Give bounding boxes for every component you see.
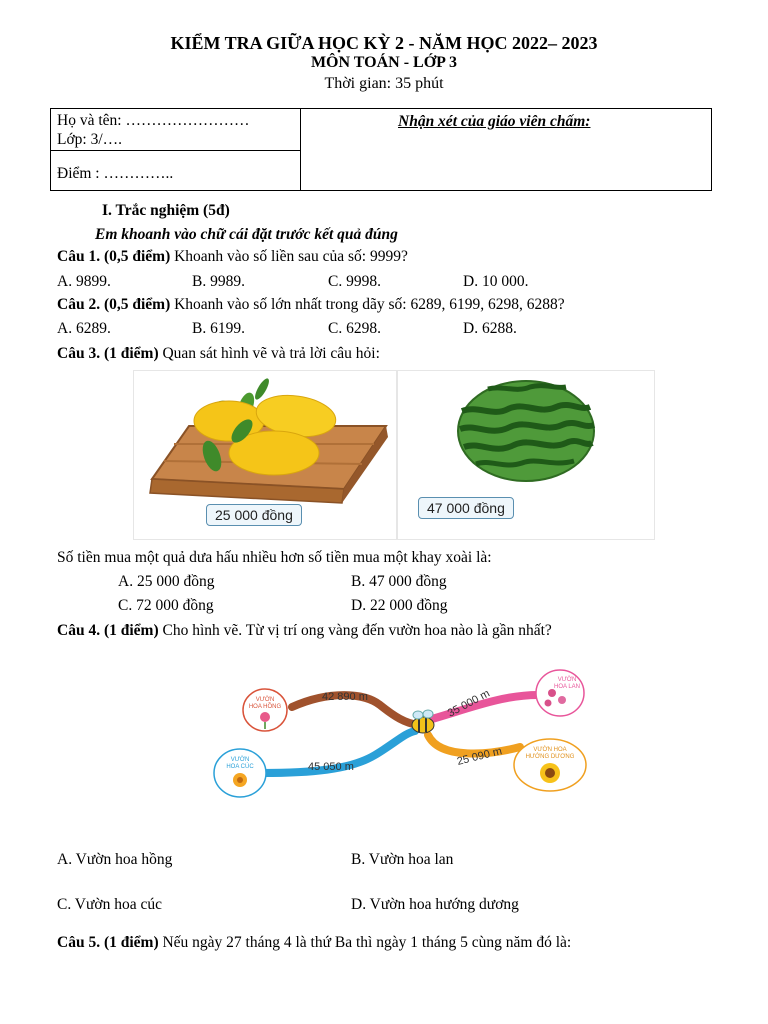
question-1-text: Khoanh vào số liền sau của số: 9999? [170, 248, 408, 265]
rose-garden-label-1: VƯỜN [255, 697, 275, 703]
sunflower-garden-label-2: HƯỚNG DƯƠNG [525, 754, 575, 760]
q2-option-c[interactable]: C. 6298. [328, 320, 381, 337]
teacher-comment-label: Nhận xét của giáo viên chấm: [398, 113, 591, 130]
orchid-garden-label-1: VƯỜN [557, 677, 577, 683]
garden-map [200, 655, 600, 815]
q2-option-a[interactable]: A. 6289. [57, 320, 111, 337]
question-3-text: Quan sát hình vẽ và trả lời câu hỏi: [158, 345, 380, 362]
q2-option-b[interactable]: B. 6199. [192, 320, 245, 337]
q4-option-d[interactable]: D. Vườn hoa hướng dương [351, 896, 519, 913]
q3-option-b[interactable]: B. 47 000 đồng [351, 573, 447, 590]
mango-figure [133, 370, 397, 540]
student-class-field[interactable]: Lớp: 3/…. [57, 131, 123, 148]
distance-rose: 42 890 m [322, 691, 368, 703]
orchid-garden-label-2: HOA LAN [553, 684, 581, 690]
section-instruction: Em khoanh vào chữ cái đặt trước kết quả đúng [95, 226, 398, 243]
question-2 [57, 296, 565, 314]
orchid-garden-node [536, 670, 584, 716]
q2-option-d[interactable]: D. 6288. [463, 320, 517, 337]
q4-option-a[interactable]: A. Vườn hoa hồng [57, 851, 173, 868]
question-4-text: Cho hình vẽ. Từ vị trí ong vàng đến vườn hoa nào là gần nhất? [158, 622, 552, 639]
question-3 [57, 345, 380, 363]
question-5-text: Nếu ngày 27 tháng 4 là thứ Ba thì ngày 1 tháng 5 cùng năm đó là: [158, 934, 572, 951]
distance-orchid: 35 000 m [445, 687, 492, 720]
watermelon-price-label: 47 000 đồng [418, 497, 514, 519]
daisy-garden-label-2: HOA CÚC [226, 764, 254, 770]
q1-option-d[interactable]: D. 10 000. [463, 273, 529, 290]
distance-daisy: 45 050 m [308, 761, 354, 773]
student-info-table [50, 108, 712, 191]
question-4-label: Câu 4. (1 điểm) [57, 622, 159, 639]
section-title: I. Trắc nghiệm (5đ) [102, 202, 230, 219]
mango-price-label: 25 000 đồng [206, 504, 302, 526]
q4-option-b[interactable]: B. Vườn hoa lan [351, 851, 454, 868]
rose-garden-node [243, 689, 287, 731]
question-2-text: Khoanh vào số lớn nhất trong dãy số: 6289, 6199, 6298, 6288? [170, 296, 565, 313]
rose-icon [260, 712, 270, 722]
exam-time: Thời gian: 35 phút [324, 75, 444, 92]
watermelon-figure [397, 370, 655, 540]
exam-title: KIỂM TRA GIỮA HỌC KỲ 2 - NĂM HỌC 2022– 2023 [170, 33, 598, 53]
question-1 [57, 248, 408, 266]
q1-option-b[interactable]: B. 9989. [192, 273, 245, 290]
question-2-label: Câu 2. (0,5 điểm) [57, 296, 171, 313]
q1-option-a[interactable]: A. 9899. [57, 273, 111, 290]
q4-option-c[interactable]: C. Vườn hoa cúc [57, 896, 162, 913]
question-5 [57, 934, 571, 952]
score-field[interactable]: Điểm : ………….. [57, 165, 174, 182]
question-3-label: Câu 3. (1 điểm) [57, 345, 159, 362]
question-1-label: Câu 1. (0,5 điểm) [57, 248, 171, 265]
daisy-garden-node [214, 749, 266, 797]
q1-option-c[interactable]: C. 9998. [328, 273, 381, 290]
exam-subject: MÔN TOÁN - LỚP 3 [310, 54, 458, 71]
q3-option-d[interactable]: D. 22 000 đồng [351, 597, 448, 614]
sunflower-garden-node [514, 739, 586, 791]
question-5-label: Câu 5. (1 điểm) [57, 934, 159, 951]
sunflower-garden-label-1: VƯỜN HOA [533, 747, 567, 753]
rose-garden-label-2: HOA HỒNG [248, 704, 282, 710]
distance-sunflower: 25 090 m [455, 745, 504, 768]
q3-option-a[interactable]: A. 25 000 đồng [118, 573, 215, 590]
question-4 [57, 622, 552, 640]
orchid-icon [548, 689, 556, 697]
question-3-prompt: Số tiền mua một quả dưa hấu nhiều hơn số tiền mua một khay xoài là: [57, 549, 492, 566]
q3-option-c[interactable]: C. 72 000 đồng [118, 597, 214, 614]
bee-icon [412, 710, 434, 733]
student-name-field[interactable]: Họ và tên: …………………… [57, 112, 250, 129]
daisy-garden-label-1: VƯỜN [230, 757, 250, 763]
